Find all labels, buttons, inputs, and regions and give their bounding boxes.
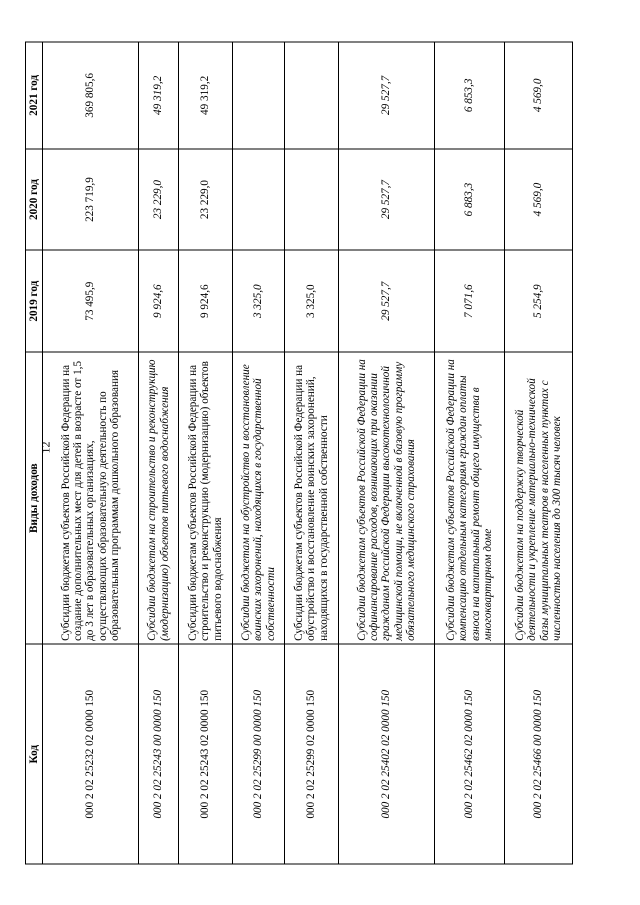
row-revenue-type: Субсидии бюджетам субъектов Российской Федерации на софинансирование расходов, возникающих при оказании гражданам Российской Федерации высокотехнологичной медицинской помощи, не включенной в базовую программу обязательного медицинского страхования: [338, 352, 434, 644]
table-row: [178, 42, 232, 864]
row-value-2020: [232, 148, 284, 250]
header-2019: 2019 год: [25, 250, 42, 352]
row-value-2019: 3 325,0: [232, 250, 284, 352]
row-value-2020: 4 569,0: [504, 148, 572, 250]
header-2020: 2020 год: [25, 148, 42, 250]
table-row: [138, 42, 178, 864]
row-revenue-type: Субсидии бюджетам на поддержку творческой деятельности и укрепление материально-технической базы муниципальных театров в населенных пунктах с численностью населения до 300 тысяч человек: [504, 352, 572, 644]
row-revenue-type: Субсидии бюджетам субъектов Российской Федерации на строительство и реконструкцию (модернизацию) объектов питьевого водоснабжения: [178, 352, 232, 644]
revenue-table: [25, 41, 573, 864]
header-2021: 2021 год: [25, 42, 42, 149]
row-value-2020: 23 229,0: [178, 148, 232, 250]
row-value-2019: 7 071,6: [434, 250, 504, 352]
table-row: [504, 42, 572, 864]
table-row: [338, 42, 434, 864]
row-value-2021: 29 527,7: [338, 42, 434, 149]
row-value-2021: 6 853,3: [434, 42, 504, 149]
row-value-2021: [232, 42, 284, 149]
table-row: [42, 42, 138, 864]
row-value-2020: 23 229,0: [138, 148, 178, 250]
row-code: 000 2 02 25402 02 0000 150: [338, 644, 434, 864]
row-code: 000 2 02 25466 00 0000 150: [504, 644, 572, 864]
row-value-2021: 49 319,2: [178, 42, 232, 149]
row-code: 000 2 02 25232 02 0000 150: [42, 644, 138, 864]
row-value-2019: 29 527,7: [338, 250, 434, 352]
row-value-2021: [284, 42, 338, 149]
row-value-2019: 5 254,9: [504, 250, 572, 352]
row-revenue-type: Субсидии бюджетам субъектов Российской Федерации на компенсацию отдельным категориям граждан оплаты взноса на капитальный ремонт общего имущества в многоквартирном доме: [434, 352, 504, 644]
header-revenue-type: Виды доходов: [25, 352, 42, 644]
row-value-2019: 3 325,0: [284, 250, 338, 352]
row-value-2020: 29 527,7: [338, 148, 434, 250]
row-value-2021: 369 805,6: [42, 42, 138, 149]
row-revenue-type: Субсидии бюджетам субъектов Российской Федерации на создание дополнительных мест для детей в возрасте от 1,5 до 3 лет в образовательных организациях, осуществляющих образовательную деятельность по образовательным программам дошкольного образования: [42, 352, 138, 644]
row-revenue-type: Субсидии бюджетам субъектов Российской Федерации на обустройство и восстановление воинских захоронений, находящихся в государственной собственности: [284, 352, 338, 644]
row-value-2020: 223 719,9: [42, 148, 138, 250]
page-number: 12: [38, 441, 53, 454]
header-code: Код: [25, 644, 42, 864]
table-row: [434, 42, 504, 864]
row-value-2020: [284, 148, 338, 250]
row-revenue-type: Субсидии бюджетам на обустройство и восстановление воинских захоронений, находящихся в государственной собственности: [232, 352, 284, 644]
row-revenue-type: Субсидии бюджетам на строительство и реконструкцию (модернизацию) объектов питьевого водоснабжения: [138, 352, 178, 644]
row-code: 000 2 02 25243 02 0000 150: [178, 644, 232, 864]
table-row: [232, 42, 284, 864]
row-value-2021: 4 569,0: [504, 42, 572, 149]
row-value-2020: 6 883,3: [434, 148, 504, 250]
row-code: 000 2 02 25299 00 0000 150: [232, 644, 284, 864]
row-value-2021: 49 319,2: [138, 42, 178, 149]
row-code: 000 2 02 25299 02 0000 150: [284, 644, 338, 864]
row-code: 000 2 02 25243 00 0000 150: [138, 644, 178, 864]
row-value-2019: 9 924,6: [178, 250, 232, 352]
table-row: [284, 42, 338, 864]
row-code: 000 2 02 25462 02 0000 150: [434, 644, 504, 864]
table-body: [42, 42, 572, 864]
row-value-2019: 73 495,9: [42, 250, 138, 352]
table-header-row: [25, 42, 42, 864]
row-value-2019: 9 924,6: [138, 250, 178, 352]
